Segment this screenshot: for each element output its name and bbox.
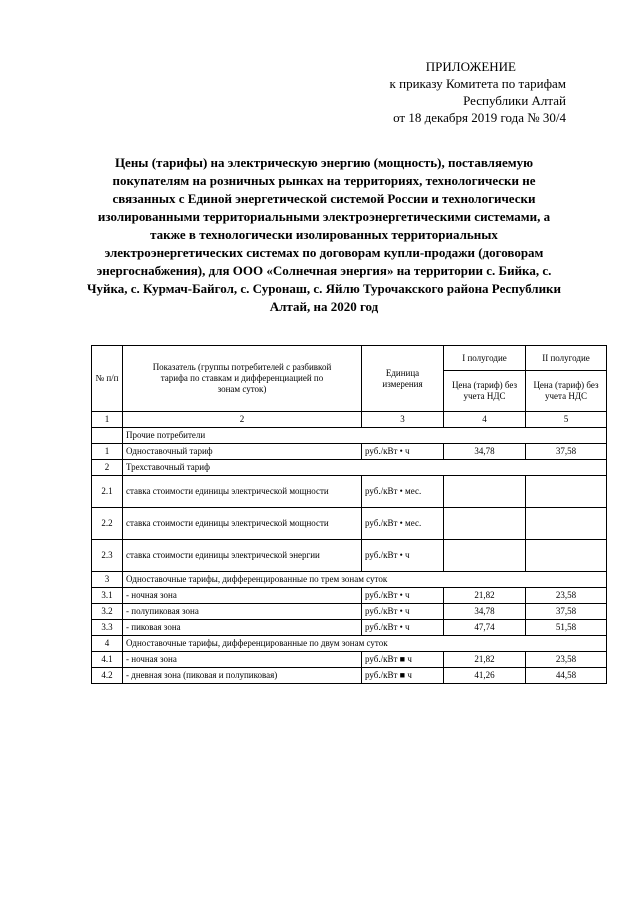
table-row xyxy=(92,604,607,620)
row-num: 2.1 xyxy=(92,476,123,508)
table-row xyxy=(92,572,607,588)
row-num: 3.1 xyxy=(92,588,123,604)
row-num: 4.2 xyxy=(92,668,123,684)
table-row xyxy=(92,652,607,668)
appendix-line-1: к приказу Комитета по тарифам xyxy=(389,76,566,91)
row-value-half1: 21,82 xyxy=(444,652,526,668)
table-row xyxy=(92,444,607,460)
appendix-line-3: от 18 декабря 2019 года № 30/4 xyxy=(393,110,566,125)
row-value-half1: 21,82 xyxy=(444,588,526,604)
header-indicator: Показатель (группы потребителей с разбивкой тарифа по ставкам и дифференциацией по зонам суток) xyxy=(123,346,362,412)
document-title: Цены (тарифы) на электрическую энергию (мощность), поставляемую покупателям на розничных рынках на территориях, технологически не связанных с Единой энергетической системой России и технологически изолированными территориальными электроэнергетическими системами, а также в технологически изолированных территориальных электроэнергетических системах по договорам купли-продажи (договорам энергоснабжения), для ООО «Солнечная энергия» на территории с. Бийка, с. Чуйка, с. Курмач-Байгол, с. Суронаш, с. Яйлю Турочакского района Республики Алтай, на 2020 год xyxy=(86,155,562,314)
header-price2: Цена (тариф) без учета НДС xyxy=(526,371,607,412)
row-value-half1 xyxy=(444,540,526,572)
row-name: ставка стоимости единицы электрической энергии xyxy=(123,540,362,572)
row-value-half1: 47,74 xyxy=(444,620,526,636)
row-name: - ночная зона xyxy=(123,652,362,668)
row-unit: руб./кВт • ч xyxy=(362,444,444,460)
col-number: 3 xyxy=(362,412,444,428)
column-numbers-row xyxy=(92,412,607,428)
row-unit: руб./кВт • ч xyxy=(362,620,444,636)
row-value-half1: 34,78 xyxy=(444,444,526,460)
row-value-half1 xyxy=(444,508,526,540)
row-value-half2: 44,58 xyxy=(526,668,607,684)
row-num: 2 xyxy=(92,460,123,476)
header-half1: I полугодие xyxy=(444,346,526,371)
row-name: - ночная зона xyxy=(123,588,362,604)
table-row xyxy=(92,588,607,604)
table-row xyxy=(92,476,607,508)
col-number: 1 xyxy=(92,412,123,428)
tariff-table xyxy=(91,345,607,684)
col-number: 5 xyxy=(526,412,607,428)
table-row xyxy=(92,668,607,684)
row-value-half2 xyxy=(526,476,607,508)
row-value-half2: 51,58 xyxy=(526,620,607,636)
row-value-half1: 41,26 xyxy=(444,668,526,684)
row-num: 2.3 xyxy=(92,540,123,572)
row-num: 3.3 xyxy=(92,620,123,636)
row-value-half2 xyxy=(526,508,607,540)
row-num: 2.2 xyxy=(92,508,123,540)
row-value-half1: 34,78 xyxy=(444,604,526,620)
row-num: 1 xyxy=(92,444,123,460)
appendix-block xyxy=(330,58,566,126)
col-number: 2 xyxy=(123,412,362,428)
table-row xyxy=(92,460,607,476)
row-num: 4 xyxy=(92,636,123,652)
row-unit: руб./кВт • ч xyxy=(362,604,444,620)
col-number: 4 xyxy=(444,412,526,428)
row-unit: руб./кВт • мес. xyxy=(362,508,444,540)
row-unit: руб./кВт • ч xyxy=(362,540,444,572)
row-name: - дневная зона (пиковая и полупиковая) xyxy=(123,668,362,684)
row-unit: руб./кВт • ч xyxy=(362,588,444,604)
row-name: Трехставочный тариф xyxy=(123,460,607,476)
header-half2: II полугодие xyxy=(526,346,607,371)
row-value-half2 xyxy=(526,540,607,572)
row-name: Одноставочные тарифы, дифференцированные по трем зонам суток xyxy=(123,572,607,588)
header-row xyxy=(92,346,607,371)
row-num: 3.2 xyxy=(92,604,123,620)
row-name: ставка стоимости единицы электрической мощности xyxy=(123,476,362,508)
row-unit: руб./кВт ■ ч xyxy=(362,652,444,668)
row-name: Одноставочный тариф xyxy=(123,444,362,460)
row-name: - пиковая зона xyxy=(123,620,362,636)
table-row xyxy=(92,540,607,572)
row-value-half2: 23,58 xyxy=(526,588,607,604)
table-row xyxy=(92,508,607,540)
row-value-half1 xyxy=(444,476,526,508)
header-unit: Единица измерения xyxy=(362,346,444,412)
table-row xyxy=(92,620,607,636)
appendix-line-2: Республики Алтай xyxy=(463,93,566,108)
row-value-half2: 37,58 xyxy=(526,444,607,460)
header-price1: Цена (тариф) без учета НДС xyxy=(444,371,526,412)
table-row xyxy=(92,428,607,444)
row-name: Одноставочные тарифы, дифференцированные по двум зонам суток xyxy=(123,636,607,652)
header-num: № п/п xyxy=(92,346,123,412)
row-value-half2: 23,58 xyxy=(526,652,607,668)
row-num: 3 xyxy=(92,572,123,588)
row-num: 4.1 xyxy=(92,652,123,668)
row-value-half2: 37,58 xyxy=(526,604,607,620)
appendix-title: ПРИЛОЖЕНИЕ xyxy=(425,59,516,74)
row-name: ставка стоимости единицы электрической мощности xyxy=(123,508,362,540)
section-label: Прочие потребители xyxy=(123,428,607,444)
table-row xyxy=(92,636,607,652)
row-unit: руб./кВт • мес. xyxy=(362,476,444,508)
row-unit: руб./кВт ■ ч xyxy=(362,668,444,684)
row-name: - полупиковая зона xyxy=(123,604,362,620)
